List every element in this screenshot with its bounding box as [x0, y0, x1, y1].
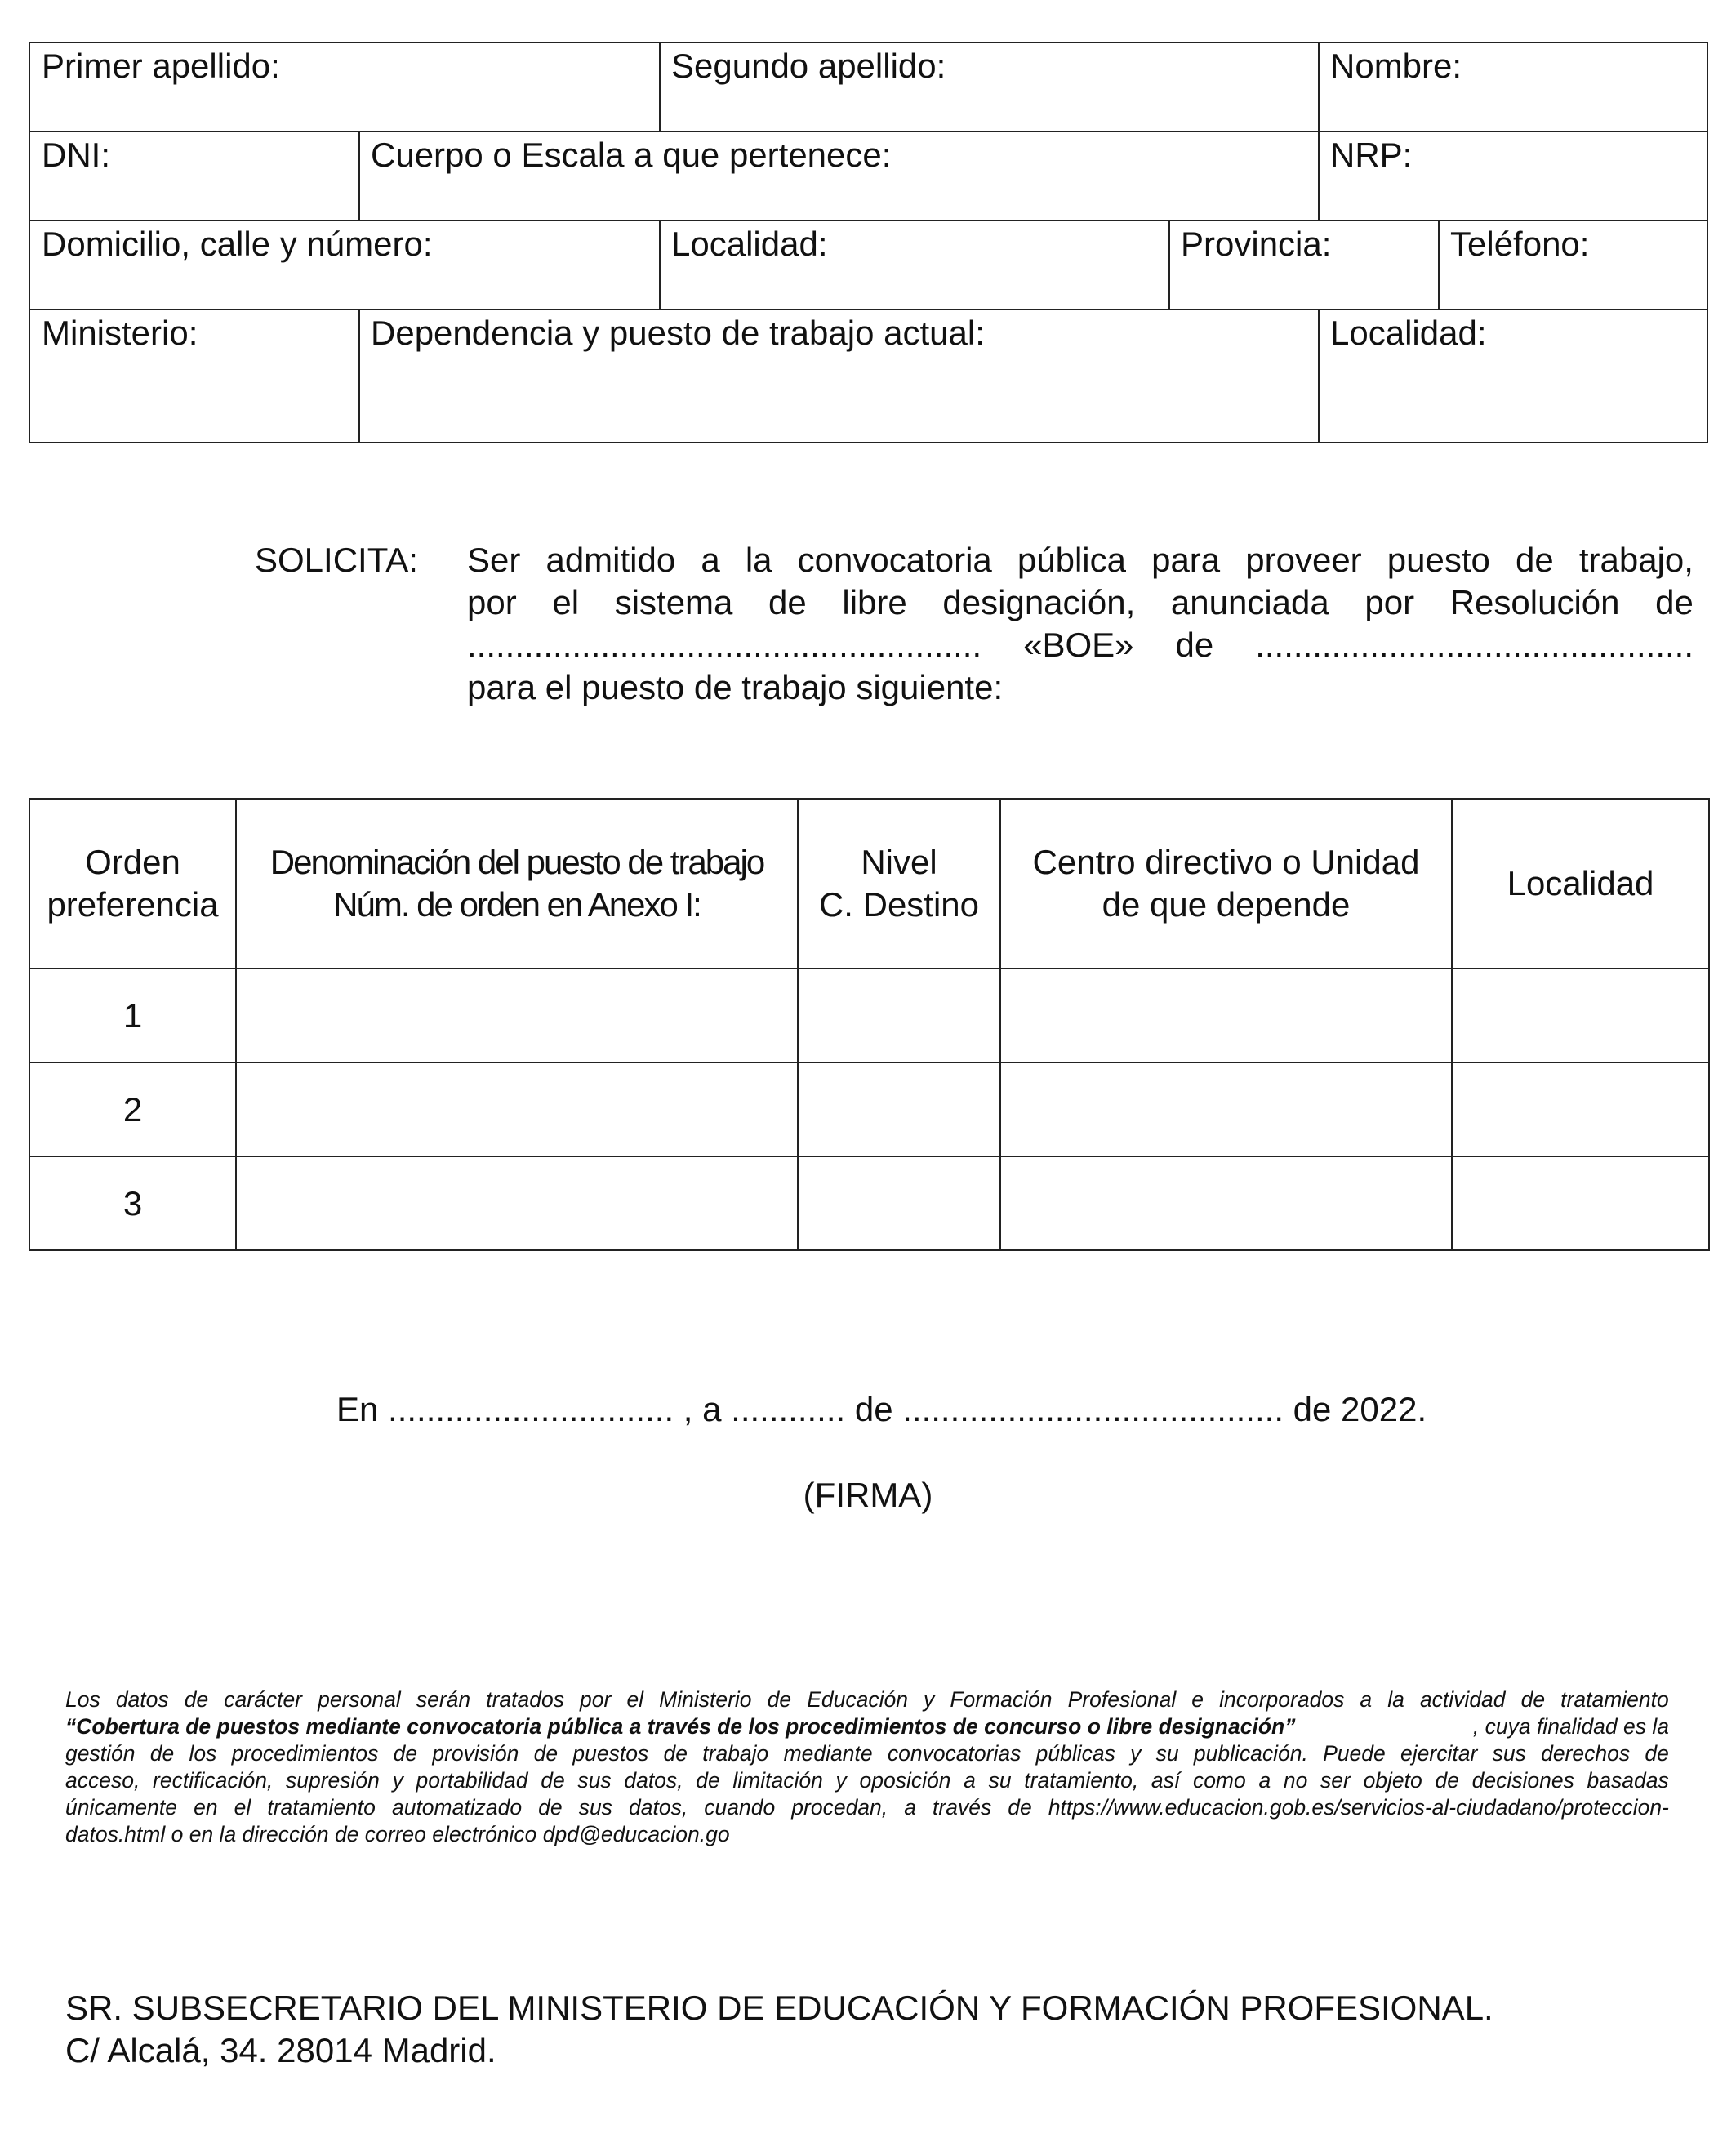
privacy-notice [65, 1686, 1669, 1848]
privacy-word: procedan, [791, 1795, 888, 1820]
privacy-activity-name: “Cobertura de puestos mediante convocatoria pública a través de los procedimientos de concurso o libre designación” [65, 1714, 1296, 1739]
solicita-word: de [1175, 626, 1214, 664]
privacy-word: gestión [65, 1741, 136, 1766]
privacy-word: de [533, 1741, 559, 1766]
privacy-word: publicación. [1193, 1741, 1308, 1766]
dependencia-label: Dependencia y puesto de trabajo actual: [371, 314, 985, 352]
grid-col-divider [659, 220, 661, 310]
privacy-word: públicas [1035, 1741, 1115, 1766]
privacy-word: no [1283, 1768, 1308, 1793]
privacy-word: de [767, 1687, 792, 1712]
boe-label: «BOE» [1023, 626, 1134, 664]
privacy-word: de [1435, 1768, 1459, 1793]
table-row [29, 969, 1709, 1062]
date-place-line: En .............................. , a ............ de ........................................ de 2022. [336, 1390, 1427, 1428]
localidad-cell[interactable] [1452, 1156, 1709, 1250]
row-orden-cell: 2 [29, 1062, 236, 1156]
privacy-word: de [538, 1795, 563, 1820]
header-text: C. Destino [818, 885, 980, 924]
privacy-line-6: datos.html o en la dirección de correo electrónico dpd@educacion.go [65, 1822, 730, 1846]
privacy-word: de [663, 1741, 688, 1766]
privacy-text: , cuya finalidad es la [1472, 1714, 1669, 1739]
privacy-word: e [1191, 1687, 1204, 1712]
header-text: de que depende [1102, 885, 1351, 924]
centro-cell[interactable] [1000, 1062, 1452, 1156]
header-centro [1000, 799, 1452, 969]
privacy-word: basadas [1587, 1768, 1669, 1793]
privacy-word: sus [1492, 1741, 1526, 1766]
privacy-word: portabilidad [416, 1768, 528, 1793]
privacy-word: automatizado [391, 1795, 523, 1820]
solicita-word: sistema [614, 583, 733, 621]
telefono-label: Teléfono: [1450, 225, 1590, 263]
privacy-word: derechos [1541, 1741, 1631, 1766]
solicita-word: admitido [545, 541, 676, 579]
solicita-word: a [701, 541, 720, 579]
header-nivel [798, 799, 1000, 969]
privacy-word: por [580, 1687, 612, 1712]
table-row [29, 1062, 1709, 1156]
privacy-word: y [1130, 1741, 1142, 1766]
privacy-word: trabajo [702, 1741, 769, 1766]
grid-col-divider [1318, 43, 1320, 131]
domicilio-label: Domicilio, calle y número: [42, 225, 433, 263]
centro-cell[interactable] [1000, 1156, 1452, 1250]
privacy-word: de [393, 1741, 418, 1766]
solicita-word: designación, [942, 583, 1136, 621]
privacy-word: de [1520, 1687, 1546, 1712]
centro-cell[interactable] [1000, 969, 1452, 1062]
solicita-line-2 [467, 581, 1694, 624]
privacy-url[interactable]: https://www.educacion.gob.es/servicios-al-ciudadano/proteccion- [1048, 1795, 1669, 1820]
privacy-word: Los [65, 1687, 100, 1712]
provincia-label: Provincia: [1181, 225, 1332, 263]
grid-col-divider [1438, 220, 1440, 310]
denominacion-cell[interactable] [236, 969, 798, 1062]
header-orden [29, 799, 236, 969]
privacy-word: la [1387, 1687, 1404, 1712]
solicita-word: de [768, 583, 807, 621]
privacy-word: decisiones [1471, 1768, 1574, 1793]
dni-label: DNI: [42, 136, 110, 174]
privacy-line-3 [65, 1740, 1669, 1767]
privacy-word: el [626, 1687, 644, 1712]
privacy-word: rectificación, [153, 1768, 274, 1793]
privacy-word: través [933, 1795, 992, 1820]
privacy-word: de [696, 1768, 720, 1793]
privacy-word: Profesional [1067, 1687, 1177, 1712]
nivel-cell[interactable] [798, 1156, 1000, 1250]
privacy-word: sus [578, 1795, 612, 1820]
privacy-word: supresión [285, 1768, 380, 1793]
solicita-word: para [1151, 541, 1221, 579]
grid-row-divider [30, 131, 1707, 132]
solicita-word: puesto [1387, 541, 1490, 579]
header-text: Denominación del puesto de trabajo [269, 843, 764, 881]
solicita-word: libre [842, 583, 907, 621]
addressee-address: C/ Alcalá, 34. 28014 Madrid. [65, 2031, 496, 2069]
localidad-label: Localidad: [671, 225, 828, 263]
grid-col-divider [659, 43, 661, 131]
privacy-word: su [988, 1768, 1012, 1793]
positions-table [29, 798, 1710, 1251]
localidad-cell[interactable] [1452, 1062, 1709, 1156]
privacy-word: convocatorias [887, 1741, 1022, 1766]
firma-label: (FIRMA) [803, 1476, 933, 1514]
privacy-word: su [1155, 1741, 1179, 1766]
nivel-cell[interactable] [798, 969, 1000, 1062]
privacy-word: mediante [783, 1741, 873, 1766]
privacy-word: y [392, 1768, 403, 1793]
localidad-actual-label: Localidad: [1330, 314, 1487, 352]
privacy-word: a [964, 1768, 976, 1793]
solicita-word: Ser [467, 541, 521, 579]
privacy-word: así [1151, 1768, 1181, 1793]
privacy-word: ejercitar [1400, 1741, 1478, 1766]
privacy-word: ser [1320, 1768, 1351, 1793]
table-header-row [29, 799, 1709, 969]
privacy-word: a [904, 1795, 916, 1820]
header-text: Centro directivo o Unidad [1032, 843, 1420, 881]
privacy-word: datos, [624, 1768, 683, 1793]
privacy-word: tratamiento [1560, 1687, 1669, 1712]
privacy-line-5 [65, 1794, 1669, 1821]
solicita-word: proveer [1245, 541, 1362, 579]
privacy-word: como [1192, 1768, 1246, 1793]
privacy-word: limitación [732, 1768, 823, 1793]
table-row [29, 1156, 1709, 1250]
privacy-word: a [1360, 1687, 1373, 1712]
privacy-word: provisión [432, 1741, 519, 1766]
cuerpo-escala-label: Cuerpo o Escala a que pertenece: [371, 136, 892, 174]
solicita-line-1 [467, 539, 1694, 581]
privacy-line-2 [65, 1713, 1669, 1740]
header-text: Núm. de orden en Anexo I: [333, 885, 701, 924]
header-denominacion [236, 799, 798, 969]
privacy-word: los [189, 1741, 217, 1766]
solicita-word: Resolución [1449, 583, 1620, 621]
privacy-word: a [1258, 1768, 1271, 1793]
solicita-word: la [745, 541, 772, 579]
privacy-word: Formación [950, 1687, 1053, 1712]
privacy-word: puestos [572, 1741, 649, 1766]
grid-col-divider [358, 131, 360, 220]
localidad-cell[interactable] [1452, 969, 1709, 1062]
privacy-word: sus [577, 1768, 612, 1793]
solicita-word: de [1516, 541, 1554, 579]
solicita-word: por [467, 583, 517, 621]
grid-col-divider [358, 309, 360, 442]
privacy-word: Educación [807, 1687, 908, 1712]
privacy-word: objeto [1363, 1768, 1422, 1793]
privacy-word: únicamente [65, 1795, 178, 1820]
boe-date-blank: .............................................. [1255, 626, 1694, 664]
privacy-word: actividad [1419, 1687, 1506, 1712]
grid-row-divider [30, 220, 1707, 221]
privacy-line-1 [65, 1686, 1669, 1713]
addressee-title: SR. SUBSECRETARIO DEL MINISTERIO DE EDUCACIÓN Y FORMACIÓN PROFESIONAL. [65, 1989, 1493, 2027]
denominacion-cell[interactable] [236, 1156, 798, 1250]
privacy-word: de [1645, 1741, 1669, 1766]
grid-col-divider [1168, 220, 1170, 310]
solicita-word: anunciada [1170, 583, 1329, 621]
privacy-word: tratamiento, [1024, 1768, 1139, 1793]
grid-row-divider [30, 309, 1707, 310]
privacy-word: Ministerio [659, 1687, 752, 1712]
header-localidad: Localidad [1452, 799, 1709, 969]
privacy-word: cuando [704, 1795, 776, 1820]
nrp-label: NRP: [1330, 136, 1413, 174]
privacy-word: incorporados [1219, 1687, 1345, 1712]
privacy-word: procedimientos [231, 1741, 379, 1766]
privacy-word: personal [318, 1687, 401, 1712]
privacy-word: datos, [629, 1795, 688, 1820]
privacy-word: y [835, 1768, 847, 1793]
ministerio-label: Ministerio: [42, 314, 198, 352]
solicita-word: pública [1017, 541, 1126, 579]
row-orden-cell: 3 [29, 1156, 236, 1250]
privacy-word: y [924, 1687, 935, 1712]
solicita-word: convocatoria [797, 541, 992, 579]
nombre-label: Nombre: [1330, 47, 1462, 85]
solicita-line-3 [467, 624, 1694, 666]
privacy-word: oposición [859, 1768, 951, 1793]
header-text: Nivel [861, 843, 937, 881]
primer-apellido-label: Primer apellido: [42, 47, 280, 85]
solicita-word: por [1364, 583, 1415, 621]
solicita-line-4: para el puesto de trabajo siguiente: [467, 668, 1004, 706]
solicita-word: el [552, 583, 580, 621]
resolucion-blank: ...................................................... [467, 626, 982, 664]
privacy-word: acceso, [65, 1768, 140, 1793]
solicita-word: de [1655, 583, 1694, 621]
header-text: Orden [85, 843, 180, 881]
privacy-word: tratados [486, 1687, 564, 1712]
denominacion-cell[interactable] [236, 1062, 798, 1156]
privacy-word: Puede [1323, 1741, 1386, 1766]
grid-col-divider [1318, 309, 1320, 442]
privacy-line-4 [65, 1767, 1669, 1794]
privacy-word: de [184, 1687, 209, 1712]
nivel-cell[interactable] [798, 1062, 1000, 1156]
segundo-apellido-label: Segundo apellido: [671, 47, 946, 85]
row-orden-cell: 1 [29, 969, 236, 1062]
privacy-word: de [541, 1768, 565, 1793]
privacy-word: el [234, 1795, 251, 1820]
privacy-word: tratamiento [267, 1795, 376, 1820]
solicita-label: SOLICITA: [255, 541, 418, 579]
header-text: preferencia [47, 885, 219, 924]
solicita-word: trabajo, [1578, 541, 1694, 579]
privacy-word: serán [416, 1687, 471, 1712]
privacy-word: datos [115, 1687, 169, 1712]
privacy-word: de [149, 1741, 175, 1766]
grid-col-divider [1318, 131, 1320, 220]
privacy-word: de [1008, 1795, 1032, 1820]
privacy-word: carácter [224, 1687, 303, 1712]
privacy-word: en [194, 1795, 218, 1820]
personal-data-grid [29, 42, 1708, 443]
